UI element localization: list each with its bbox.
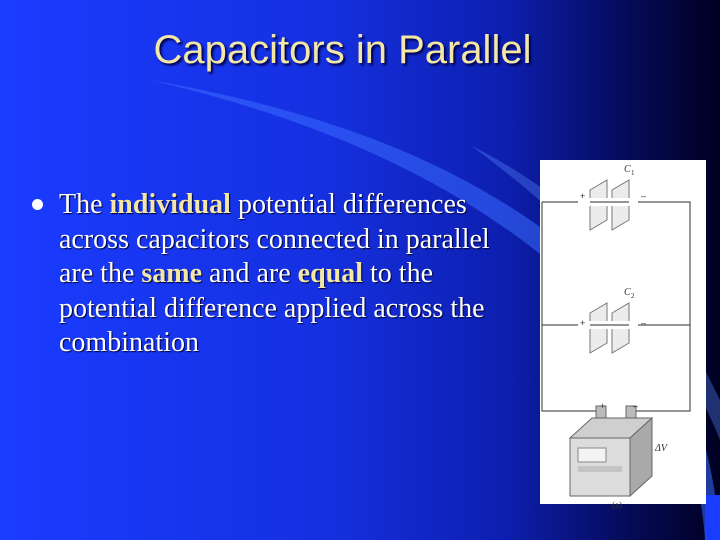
bullet-text-part3: and are	[202, 258, 298, 289]
bullet-text-part1: The	[59, 189, 110, 220]
battery-plus-sign: +	[600, 401, 606, 411]
c1-subscript: 1	[631, 169, 635, 177]
c2-minus-sign: –	[641, 318, 647, 328]
highlight-same: same	[141, 258, 203, 289]
slide-title: Capacitors in Parallel	[153, 28, 532, 72]
capacitor-c2	[578, 303, 638, 353]
circuit-wires	[542, 202, 690, 411]
circuit-diagram	[540, 160, 706, 510]
bullet-text-part4: to the potential difference applied across the combination	[59, 258, 485, 358]
c2-plus-sign: +	[580, 318, 586, 328]
capacitor-c1	[578, 180, 638, 230]
bullet-text	[59, 188, 510, 361]
battery-minus-sign: –	[633, 401, 639, 411]
highlight-individual: individual	[109, 189, 231, 220]
circuit-figure	[540, 160, 706, 510]
bullet-icon	[32, 199, 43, 210]
highlight-equal: equal	[297, 258, 364, 289]
c1-plus-sign: +	[580, 191, 586, 201]
c2-label: C	[624, 287, 631, 298]
bullet-text-part2: potential differences across capacitors connected in parallel are the	[59, 189, 490, 289]
c1-label: C	[624, 164, 631, 175]
c1-minus-sign: –	[641, 191, 647, 201]
c2-subscript: 2	[631, 292, 635, 300]
battery-icon	[570, 406, 652, 496]
bullet-point	[30, 188, 510, 361]
figure-caption: (a)	[612, 500, 622, 510]
delta-v-label: ΔV	[655, 443, 667, 454]
